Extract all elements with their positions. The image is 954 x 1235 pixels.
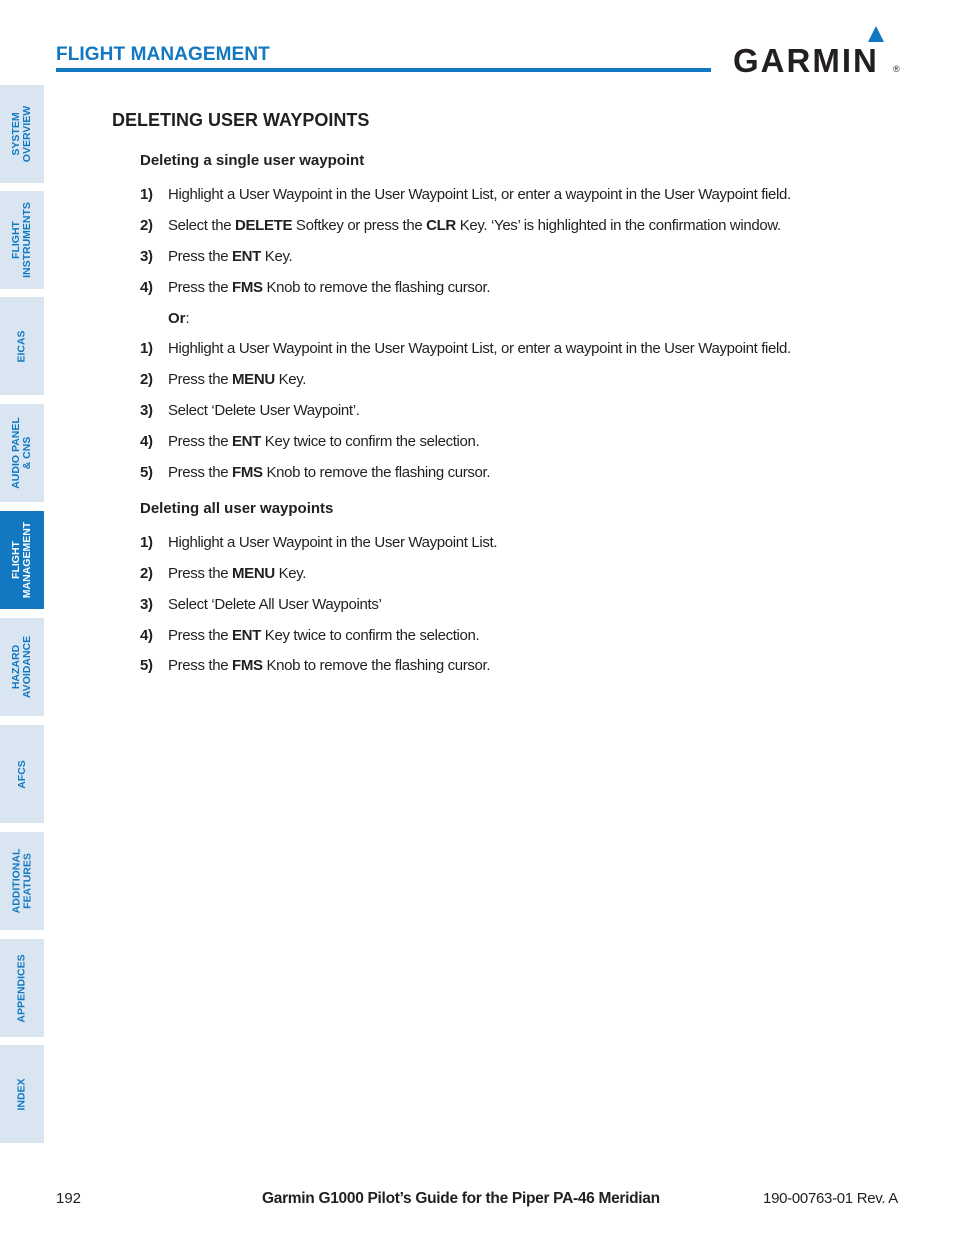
step-item xyxy=(140,279,490,296)
tab-label: ADDITIONAL FEATURES xyxy=(10,848,33,914)
step-item xyxy=(140,371,306,388)
step-item xyxy=(140,565,306,582)
tab-hazard-avoidance[interactable] xyxy=(0,618,44,716)
step-text: Press the xyxy=(168,627,233,644)
key-name: FMS xyxy=(232,279,263,296)
tab-audio-panel-cns[interactable] xyxy=(0,404,44,502)
tab-appendices[interactable] xyxy=(0,939,44,1037)
step-text: Select ‘Delete All User Waypoints’ xyxy=(168,596,382,613)
page-header-title: FLIGHT MANAGEMENT xyxy=(56,44,270,65)
step-item xyxy=(140,402,360,419)
step-item xyxy=(140,433,479,450)
tab-index[interactable] xyxy=(0,1045,44,1143)
svg-text:®: ® xyxy=(893,64,900,74)
step-item xyxy=(140,217,781,234)
step-text: Highlight a User Waypoint in the User Waypoint List, or enter a waypoint in the User Waypoint field. xyxy=(168,340,791,357)
key-name: CLR xyxy=(426,217,456,234)
garmin-logo xyxy=(733,26,901,76)
key-name: FMS xyxy=(232,657,263,674)
step-text: Softkey or press the xyxy=(292,217,427,234)
tab-label: HAZARD AVOIDANCE xyxy=(10,635,34,699)
step-number: 5) xyxy=(140,464,153,481)
step-item xyxy=(140,464,490,481)
header-rule xyxy=(56,68,711,72)
step-number: 1) xyxy=(140,340,153,357)
section-title: DELETING USER WAYPOINTS xyxy=(112,110,370,130)
tab-label: FLIGHT MANAGEMENT xyxy=(10,521,34,599)
step-text: Press the xyxy=(168,433,233,450)
page-number: 192 xyxy=(56,1190,82,1207)
step-text: Highlight a User Waypoint in the User Waypoint List. xyxy=(168,534,498,551)
tab-eicas[interactable] xyxy=(0,297,44,395)
step-text: Knob to remove the flashing cursor. xyxy=(262,279,491,296)
step-number: 3) xyxy=(140,248,153,265)
or-separator xyxy=(168,310,190,327)
or-suffix: : xyxy=(185,310,190,327)
step-text: Key. xyxy=(274,371,307,388)
step-item xyxy=(140,248,292,265)
tab-label: AFCS xyxy=(15,759,28,789)
tab-label: INDEX xyxy=(15,1077,28,1111)
step-item xyxy=(140,657,490,674)
step-item xyxy=(140,186,791,203)
subheading-all: Deleting all user waypoints xyxy=(140,500,334,517)
tab-label: SYSTEM OVERVIEW xyxy=(10,105,33,163)
step-item xyxy=(140,340,791,357)
step-number: 4) xyxy=(140,279,153,296)
footer-title: Garmin G1000 Pilot’s Guide for the Piper PA-46 Meridian xyxy=(262,1190,660,1207)
tab-flight-management[interactable] xyxy=(0,511,44,609)
or-label: Or xyxy=(168,310,186,327)
step-text: Press the xyxy=(168,565,233,582)
step-number: 3) xyxy=(140,402,153,419)
tab-label: APPENDICES xyxy=(15,953,28,1023)
step-item xyxy=(140,534,497,551)
step-text: Press the xyxy=(168,279,233,296)
step-text: Select the xyxy=(168,217,236,234)
key-name: FMS xyxy=(232,464,263,481)
step-text: Press the xyxy=(168,657,233,674)
tab-label: EICAS xyxy=(15,329,28,363)
tab-additional-features[interactable] xyxy=(0,832,44,930)
key-name: DELETE xyxy=(235,217,293,234)
step-text: Knob to remove the flashing cursor. xyxy=(262,657,491,674)
subheading-single: Deleting a single user waypoint xyxy=(140,152,365,169)
key-name: ENT xyxy=(232,248,261,265)
step-number: 2) xyxy=(140,217,153,234)
key-name: ENT xyxy=(232,433,261,450)
step-number: 3) xyxy=(140,596,153,613)
step-text: Knob to remove the flashing cursor. xyxy=(262,464,491,481)
step-number: 4) xyxy=(140,433,153,450)
step-text: Key. xyxy=(260,248,293,265)
step-text: Press the xyxy=(168,371,233,388)
step-number: 1) xyxy=(140,186,153,203)
tab-flight-instruments[interactable] xyxy=(0,191,44,289)
document-number: 190-00763-01 Rev. A xyxy=(763,1190,898,1207)
key-name: MENU xyxy=(232,371,275,388)
step-text: Key twice to confirm the selection. xyxy=(260,627,480,644)
step-number: 2) xyxy=(140,371,153,388)
step-text: Key. xyxy=(274,565,307,582)
key-name: MENU xyxy=(232,565,275,582)
step-text: Select ‘Delete User Waypoint’. xyxy=(168,402,360,419)
key-name: ENT xyxy=(232,627,261,644)
step-item xyxy=(140,627,479,644)
tab-afcs[interactable] xyxy=(0,725,44,823)
step-number: 1) xyxy=(140,534,153,551)
step-item xyxy=(140,596,381,613)
tab-label: FLIGHT INSTRUMENTS xyxy=(10,202,33,278)
step-number: 2) xyxy=(140,565,153,582)
step-number: 5) xyxy=(140,657,153,674)
step-text: Press the xyxy=(168,464,233,481)
tab-system-overview[interactable] xyxy=(0,85,44,183)
step-text: Key twice to confirm the selection. xyxy=(260,433,480,450)
step-text: Press the xyxy=(168,248,233,265)
svg-text:GARMIN: GARMIN xyxy=(733,42,879,76)
step-number: 4) xyxy=(140,627,153,644)
step-text: Highlight a User Waypoint in the User Waypoint List, or enter a waypoint in the User Waypoint field. xyxy=(168,186,791,203)
step-text: Key. ‘Yes’ is highlighted in the confirmation window. xyxy=(455,217,781,234)
tab-label: AUDIO PANEL & CNS xyxy=(10,417,33,489)
